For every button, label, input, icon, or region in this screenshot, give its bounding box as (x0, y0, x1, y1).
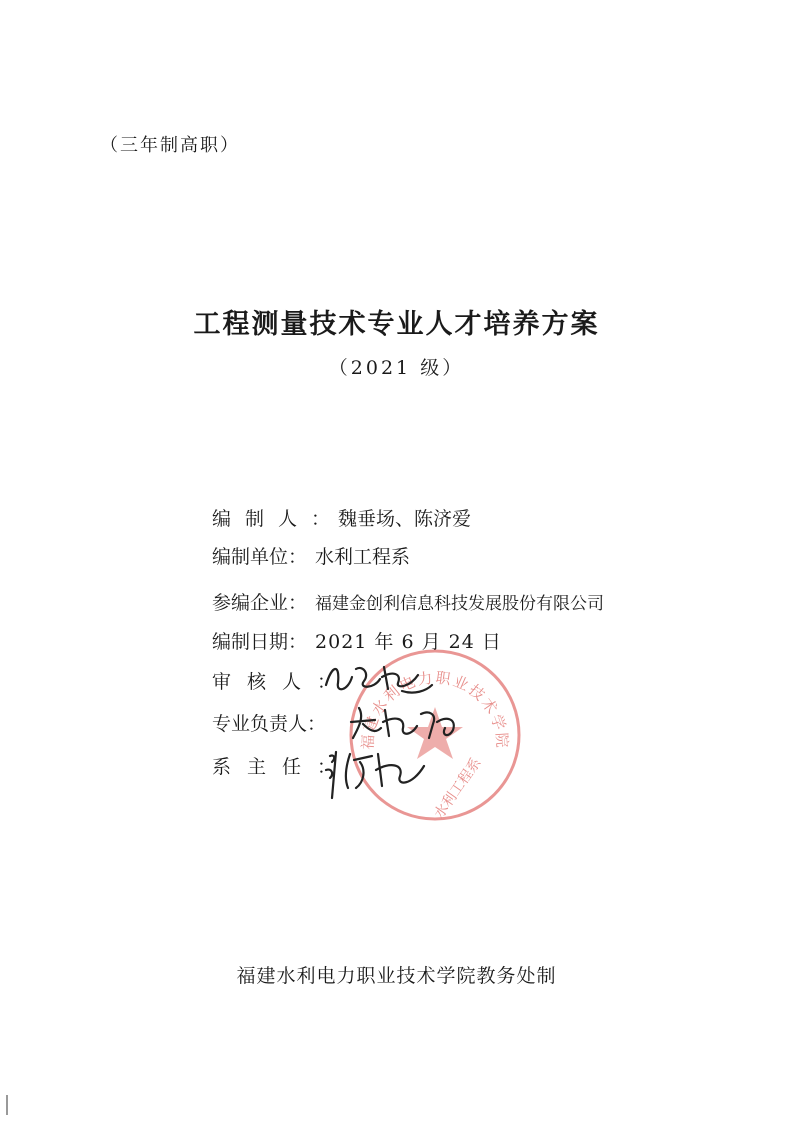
unit-row (212, 542, 410, 572)
document-title: 工程测量技术专业人才培养方案 (193, 309, 600, 340)
director-label: 系主任： (212, 756, 353, 778)
lead-row (212, 709, 326, 739)
editor-row (212, 504, 471, 534)
lead-label: 专业负责人： (212, 713, 327, 735)
svg-text:福建水利电力职业技术学院: 福建水利电力职业技术学院 (358, 668, 512, 751)
grade-label: （2021 级） (328, 357, 465, 379)
partner-label: 参编企业： (212, 592, 308, 614)
unit-label: 编制单位： (212, 546, 308, 568)
editor-value: 魏垂场、陈济爱 (338, 508, 472, 530)
partner-value: 福建金创利信息科技发展股份有限公司 (315, 594, 605, 614)
issuer-footer: 福建水利电力职业技术学院教务处制 (236, 965, 557, 987)
date-label: 编制日期： (212, 631, 308, 653)
reviewer-label: 审核人： (212, 671, 353, 693)
reviewer-signature-icon (318, 655, 438, 700)
scan-mark (6, 1095, 8, 1115)
unit-value: 水利工程系 (315, 546, 411, 568)
date-value: 2021 年 6 月 24 日 (315, 631, 502, 653)
lead-signature-icon (345, 700, 470, 745)
svg-text:水利工程系: 水利工程系 (431, 755, 485, 822)
program-type: （三年制高职） (100, 135, 240, 156)
partner-row (212, 588, 604, 618)
director-signature-icon (320, 742, 440, 802)
editor-label: 编制人： (212, 508, 345, 530)
